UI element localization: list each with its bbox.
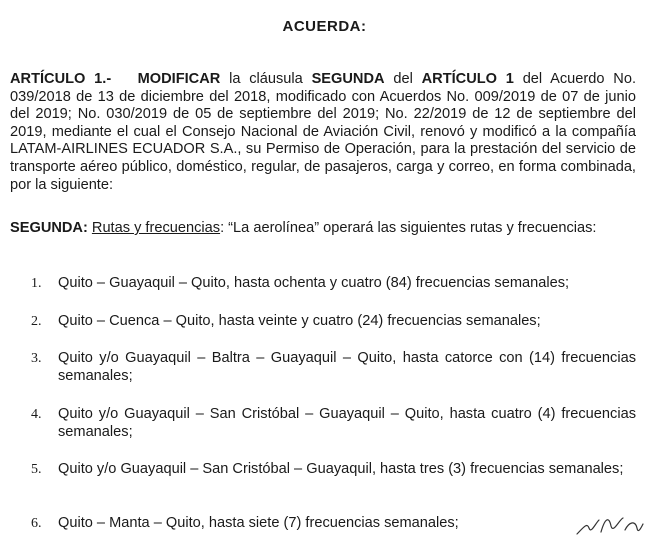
- article-text-3: del Acuerdo No. 039/2018 de 13 de diciembre del 2018, modificado con Acuerdos No. 009/2019 de 07 de junio del 2019; No. 030/2019 de 05 de septiembre del 2019; No. 22/2019 de 12 de septiembre del 2019, mediante el cual el Consejo Nacional de Aviación Civil, renovó y modificó a la compañía LATAM-AIRLINES ECUADOR S.A., su Permiso de Operación, para la prestación del servicio de transporte aéreo público, doméstico, regular, de pasajeros, carga y correo, en forma combinada, por la siguiente:: [10, 71, 637, 193]
- list-item-number: 2.: [31, 314, 42, 329]
- clause-name: SEGUNDA: [311, 71, 385, 87]
- list-item: [31, 350, 636, 385]
- article-reference: ARTÍCULO 1: [421, 71, 514, 87]
- list-item-number: 5.: [31, 462, 42, 477]
- list-item-text: Quito – Manta – Quito, hasta siete (7) frecuencias semanales;: [58, 515, 459, 531]
- list-item-text: Quito y/o Guayaquil – San Cristóbal – Guayaquil, hasta tres (3) frecuencias semanales;: [58, 461, 624, 477]
- page-heading: ACUERDA:: [282, 18, 367, 35]
- list-item-number: 3.: [31, 351, 42, 366]
- list-item-number: 6.: [31, 516, 42, 531]
- article-text-2: del: [384, 71, 422, 87]
- list-item: [31, 275, 636, 293]
- list-item: [31, 406, 636, 441]
- list-item-text: Quito y/o Guayaquil – San Cristóbal – Guayaquil – Quito, hasta cuatro (4) frecuencias semanales;: [58, 406, 636, 440]
- list-item: [31, 461, 636, 479]
- segunda-text: : “La aerolínea” operará las siguientes rutas y frecuencias:: [220, 220, 597, 236]
- list-item: [31, 313, 636, 331]
- list-item-text: Quito – Cuenca – Quito, hasta veinte y cuatro (24) frecuencias semanales;: [58, 313, 541, 329]
- signature-scribble: [575, 498, 645, 538]
- segunda-underlined-title: Rutas y frecuencias: [91, 220, 221, 236]
- article-verb: MODIFICAR: [137, 71, 221, 87]
- article-text-1: la cláusula: [220, 71, 312, 87]
- article-1-paragraph: [10, 71, 636, 194]
- segunda-paragraph: [10, 220, 636, 238]
- list-item-number: 1.: [31, 276, 42, 291]
- segunda-label: SEGUNDA:: [10, 220, 88, 236]
- list-item: [31, 515, 636, 533]
- list-item-text: Quito y/o Guayaquil – Baltra – Guayaquil – Quito, hasta catorce con (14) frecuencias semanales;: [58, 350, 636, 384]
- article-label: ARTÍCULO 1.-: [10, 71, 112, 87]
- list-item-text: Quito – Guayaquil – Quito, hasta ochenta y cuatro (84) frecuencias semanales;: [58, 275, 570, 291]
- list-item-number: 4.: [31, 407, 42, 422]
